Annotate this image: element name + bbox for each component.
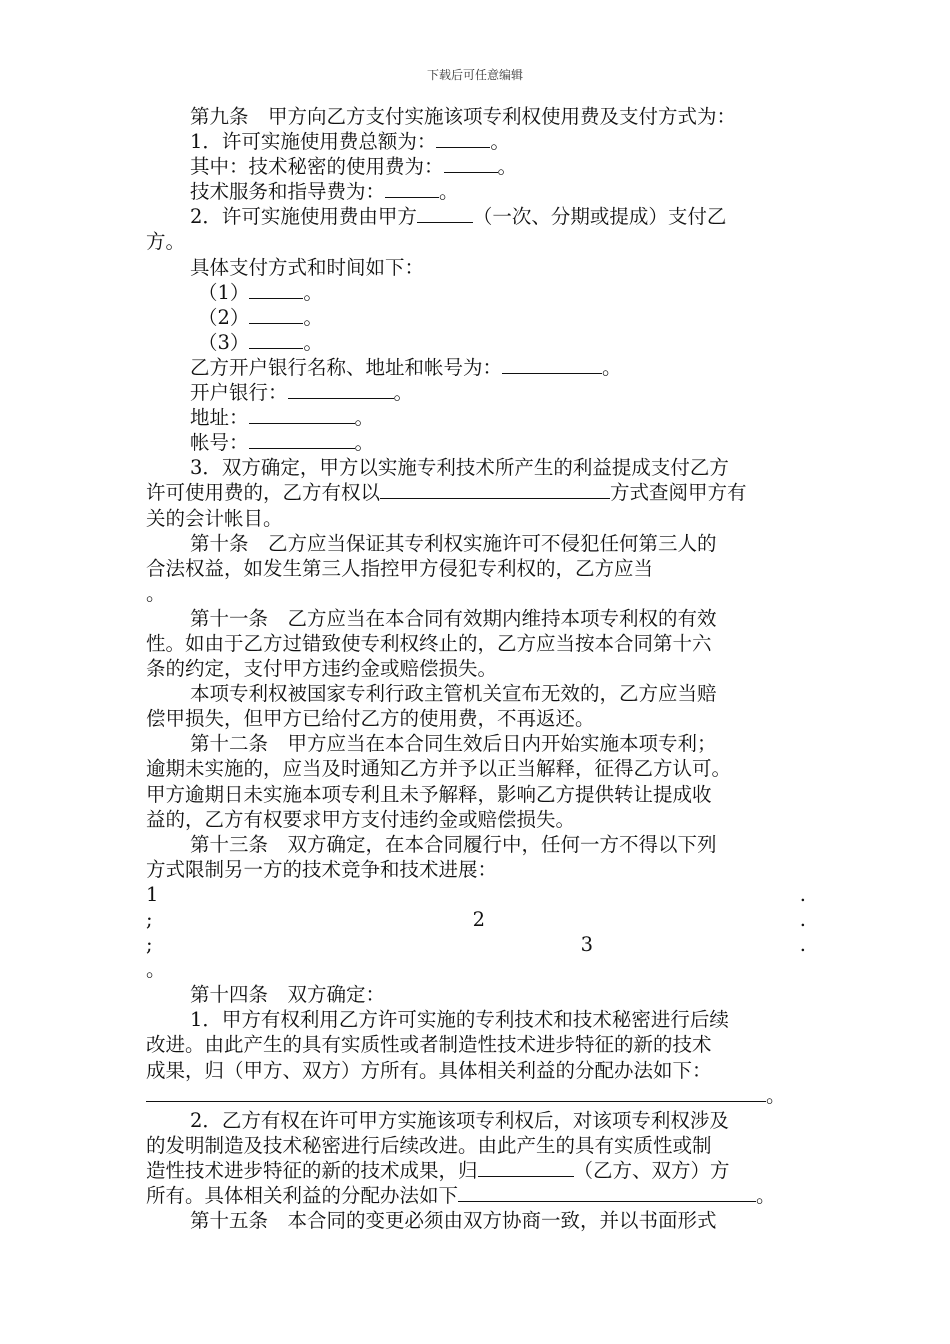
- text-line: 帐号： 。: [190, 431, 375, 455]
- text-line: 逾期未实施的，应当及时通知乙方并予以正当解释，征得乙方认可。: [146, 757, 732, 781]
- text-line: 关的会计帐目。: [146, 506, 283, 530]
- fill-blank: [502, 356, 602, 374]
- page-header: 下载后可任意编辑: [426, 68, 523, 82]
- text-line: 具体支付方式和时间如下：: [190, 255, 425, 279]
- text-line: 益的，乙方有权要求甲方支付违约金或赔偿损失。: [146, 807, 576, 831]
- text-line: 其中：技术秘密的使用费为： 。: [190, 155, 518, 179]
- article-10-heading: 第十条 乙方应当保证其专利权实施许可不侵犯任何第三人的: [190, 531, 717, 555]
- text-line: 所有。具体相关利益的分配办法如下 。: [146, 1184, 776, 1208]
- fill-blank: [458, 1184, 756, 1202]
- text-line: 1 .: [146, 882, 806, 906]
- article-11-heading: 第十一条 乙方应当在本合同有效期内维持本项专利权的有效: [190, 606, 717, 630]
- text-line: （3） 。: [198, 330, 323, 354]
- article-9-heading: 第九条 甲方向乙方支付实施该项专利权使用费及支付方式为：: [190, 105, 737, 128]
- fill-blank: [436, 130, 490, 148]
- fill-blank: [249, 406, 355, 424]
- text-line: 甲方逾期日未实施本项专利且未予解释，影响乙方提供转让提成收: [146, 782, 712, 806]
- article-14-heading: 第十四条 双方确定：: [190, 983, 386, 1007]
- text-line: 技术服务和指导费为： 。: [190, 180, 459, 204]
- text-line: （1） 。: [198, 280, 323, 304]
- text-line: 许可使用费的，乙方有权以 方式查阅甲方有: [146, 481, 747, 505]
- text-line: 改进。由此产生的具有实质性或者制造性技术进步特征的新的技术: [146, 1033, 712, 1057]
- text-line: 造性技术进步特征的新的技术成果，归 （乙方、双方）方: [146, 1158, 730, 1182]
- article-13-heading: 第十三条 双方确定，在本合同履行中，任何一方不得以下列: [190, 832, 717, 856]
- text-line: ; 2 .: [146, 908, 806, 931]
- text-line: 。: [146, 1083, 806, 1108]
- text-line: 开户银行： 。: [190, 381, 414, 405]
- fill-blank: [380, 481, 610, 499]
- text-line: 方式限制另一方的技术竞争和技术进展：: [146, 857, 498, 881]
- text-line: 性。如由于乙方过错致使专利权终止的，乙方应当按本合同第十六: [146, 631, 712, 655]
- text-line: 的发明制造及技术秘密进行后续改进。由此产生的具有实质性或制: [146, 1133, 712, 1157]
- fill-blank: [249, 331, 303, 349]
- fill-blank: [146, 1084, 766, 1102]
- text-line: 本项专利权被国家专利行政主管机关宣布无效的，乙方应当赔: [190, 682, 717, 706]
- text-line: 成果，归（甲方、双方）方所有。具体相关利益的分配办法如下：: [146, 1058, 712, 1082]
- text-line: 。: [146, 958, 166, 982]
- text-line: 3．双方确定，甲方以实施专利技术所产生的利益提成支付乙方: [190, 456, 729, 480]
- fill-blank: [385, 180, 439, 198]
- contract-body: [146, 104, 806, 1233]
- fill-blank: [478, 1159, 574, 1177]
- text-line: 条的约定，支付甲方违约金或赔偿损失。: [146, 657, 498, 681]
- article-12-heading: 第十二条 甲方应当在本合同生效后日内开始实施本项专利；: [190, 732, 717, 756]
- text-line: 偿甲损失，但甲方已给付乙方的使用费，不再返还。: [146, 707, 595, 731]
- text-line: 2．许可实施使用费由甲方 （一次、分期或提成）支付乙: [190, 205, 727, 229]
- article-15-heading: 第十五条 本合同的变更必须由双方协商一致，并以书面形式: [190, 1209, 717, 1233]
- text-line: 方。: [146, 230, 186, 254]
- text-line: 。: [146, 581, 166, 605]
- text-line: 地址： 。: [190, 406, 375, 430]
- text-line: 乙方开户银行名称、地址和帐号为： 。: [190, 355, 622, 379]
- fill-blank: [249, 306, 303, 324]
- fill-blank: [249, 431, 355, 449]
- text-line: 1．许可实施使用费总额为： 。: [190, 130, 510, 154]
- text-line: （2） 。: [198, 305, 323, 329]
- text-line: ; 3 .: [146, 933, 806, 957]
- fill-blank: [288, 381, 394, 399]
- fill-blank: [417, 205, 473, 223]
- fill-blank: [444, 155, 498, 173]
- text-line: 合法权益，如发生第三人指控甲方侵犯专利权的，乙方应当: [146, 556, 654, 580]
- text-line: 2．乙方有权在许可甲方实施该项专利权后，对该项专利权涉及: [190, 1108, 729, 1132]
- fill-blank: [249, 281, 303, 299]
- text-line: 1．甲方有权利用乙方许可实施的专利技术和技术秘密进行后续: [190, 1008, 729, 1032]
